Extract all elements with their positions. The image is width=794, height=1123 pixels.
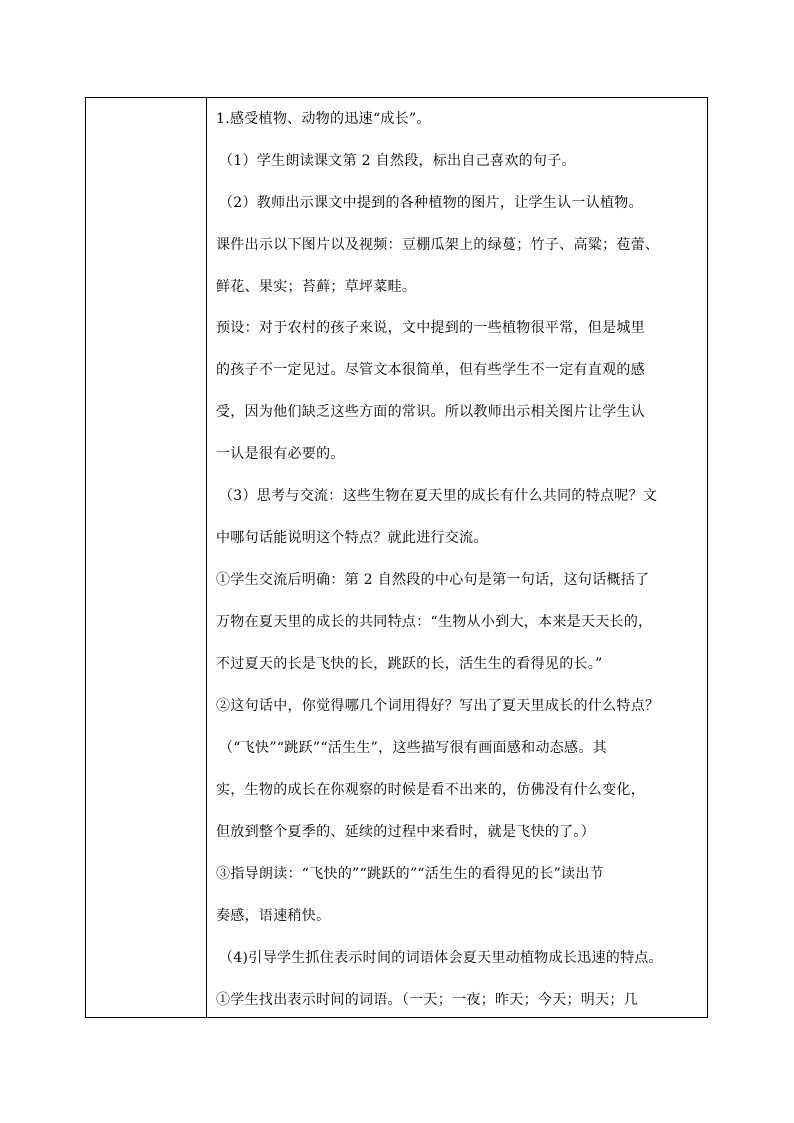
text-line: （2）教师出示课文中提到的各种植物的图片，让学生认一认植物。 [219, 195, 643, 211]
table-content-cell [207, 98, 707, 1017]
text-line: ①学生找出表示时间的词语。（一天；一夜；昨天；今天；明天；几 [216, 992, 638, 1008]
text-line: 万物在夏天里的成长的共同特点：“生物从小到大，本来是天天长的， [216, 614, 653, 630]
text-line: （1）学生朗读课文第 2 自然段，标出自己喜欢的句子。 [219, 153, 576, 169]
table-left-cell [86, 98, 207, 1017]
text-line: （“飞快”“跳跃”“活生生”，这些描写很有画面感和动态感。其 [219, 740, 607, 756]
text-line: 不过夏天的长是飞快的长，跳跃的长，活生生的看得见的长。” [216, 656, 603, 672]
text-line: ③指导朗读：“飞快的”“跳跃的”“活生生的看得见的长”读出节 [216, 866, 604, 882]
text-line: 鲜花、果实；苔藓；草坪菜畦。 [216, 279, 417, 295]
text-line: （3）思考与交流：这些生物在夏天里的成长有什么共同的特点呢？文 [219, 488, 658, 504]
text-line: （4)引导学生抓住表示时间的词语体会夏天里动植物成长迅速的特点。 [219, 950, 663, 966]
text-line: ①学生交流后明确：第 2 自然段的中心句是第一句话，这句话概括了 [216, 572, 650, 588]
text-line: 奏感，语速稍快。 [216, 908, 331, 924]
text-line: 的孩子不一定见过。尽管文本很简单，但有些学生不一定有直观的感 [216, 362, 645, 378]
text-line: 但放到整个夏季的、延续的过程中来看时，就是飞快的了。） [216, 824, 596, 840]
text-line: 预设：对于农村的孩子来说，文中提到的一些植物很平常，但是城里 [216, 320, 645, 336]
text-line: 实，生物的成长在你观察的时候是看不出来的，仿佛没有什么变化， [216, 782, 645, 798]
lesson-table [85, 97, 708, 1018]
text-line: 一认是很有必要的。 [216, 446, 345, 462]
text-line: 1.感受植物、动物的迅速“成长”。 [216, 111, 431, 127]
text-line: 受，因为他们缺乏这些方面的常识。所以教师出示相关图片让学生认 [216, 404, 645, 420]
text-line: 课件出示以下图片以及视频：豆棚瓜架上的绿蔓；竹子、高粱；苞蕾、 [216, 237, 660, 253]
text-line: 中哪句话能说明这个特点？就此进行交流。 [216, 530, 488, 546]
text-line: ②这句话中，你觉得哪几个词用得好？写出了夏天里成长的什么特点？ [216, 698, 660, 714]
